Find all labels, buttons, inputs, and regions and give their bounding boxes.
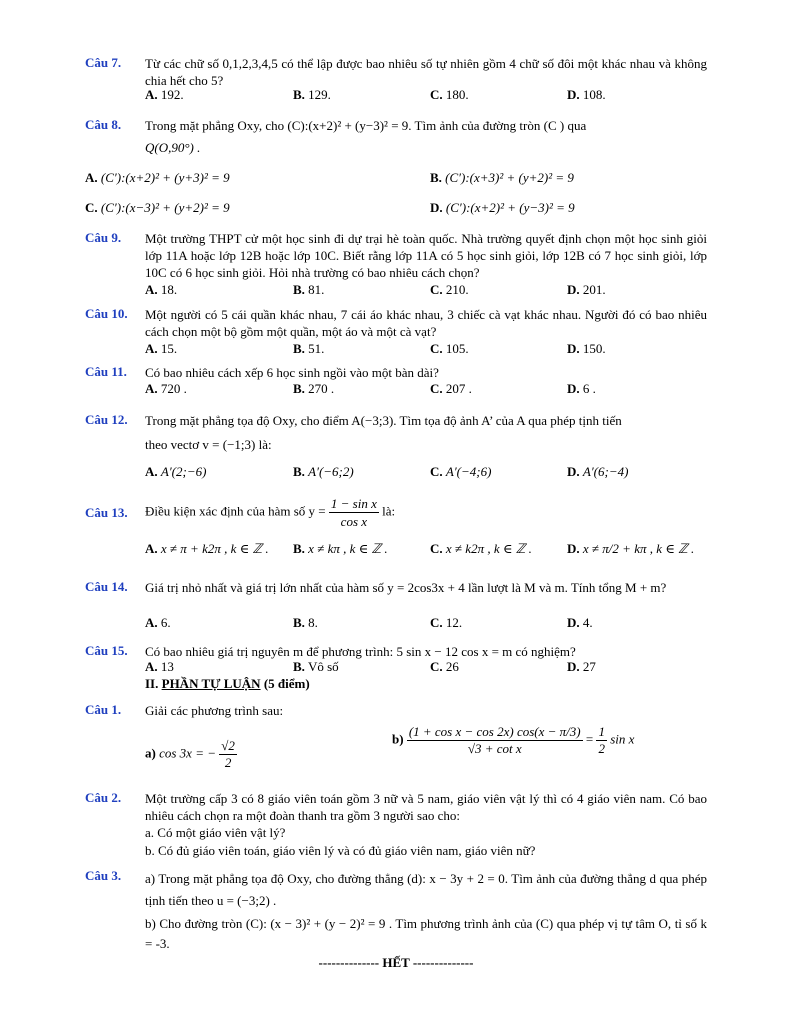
question-text: Từ các chữ số 0,1,2,3,4,5 có thể lập được bao nhiêu số tự nhiên gồm 4 chữ số đôi một khác nhau và không chia hết cho 5? — [145, 56, 707, 88]
option-b[interactable]: B. 81. — [293, 282, 325, 297]
question-text: Có bao nhiêu cách xếp 6 học sinh ngồi vào một bàn dài? — [145, 365, 439, 380]
question-text: Giải các phương trình sau: — [145, 703, 284, 718]
option-c[interactable]: C. 26 — [430, 659, 459, 674]
option-b[interactable]: B. 51. — [293, 341, 325, 356]
question-text: a) Trong mặt phẳng tọa độ Oxy, cho đường thẳng (d): x − 3y + 2 = 0. Tìm ảnh của đường thẳng d qua phép tịnh tiến theo u = (−3;2) . — [145, 871, 707, 908]
option-d[interactable]: D. 150. — [567, 341, 606, 356]
question-text: Một người có 5 cái quần khác nhau, 7 cái áo khác nhau, 3 chiếc cà vạt khác nhau. Người đó có bao nhiêu cách chọn một bộ gồm một quần, một áo và một cà vạt? — [145, 307, 707, 339]
option-d[interactable]: D. (C′):(x+2)² + (y−3)² = 9 — [430, 200, 575, 215]
question-label: Câu 1. — [85, 702, 122, 717]
question-label: Câu 8. — [85, 117, 122, 132]
question-label: Câu 10. — [85, 306, 128, 321]
option-d[interactable]: D. A′(6;−4) — [567, 464, 629, 479]
question-label: Câu 11. — [85, 364, 127, 379]
end-marker: -------------- HẾT -------------- — [318, 955, 474, 970]
options-row — [145, 541, 707, 558]
options-row — [145, 87, 707, 104]
option-a[interactable]: A. (C′):(x+2)² + (y+3)² = 9 — [85, 170, 230, 185]
option-b[interactable]: B. A′(−6;2) — [293, 464, 354, 479]
options-row — [145, 615, 707, 632]
option-c[interactable]: C. 210. — [430, 282, 469, 297]
question-text: Một trường THPT cử một học sinh đi dự trại hè toàn quốc. Nhà trường quyết định chọn một học sinh giỏi lớp 11A hoặc lớp 12B hoặc lớp 10C. Biết rằng lớp 11A có 5 học sinh giỏi, lớp 12B có 7 học sinh giỏi, lớp 10C có 6 học sinh giỏi. Hỏi nhà trường có bao nhiêu cách chọn? — [145, 231, 707, 280]
option-a[interactable]: A. A′(2;−6) — [145, 464, 207, 479]
option-d[interactable]: D. 27 — [567, 659, 596, 674]
question-label: Câu 3. — [85, 868, 122, 883]
option-b[interactable]: B. Vô số — [293, 659, 339, 674]
option-b[interactable]: B. 129. — [293, 87, 331, 102]
fraction: $\frac{\text{1 − sin x}}{\text{cos x}}$ — [330, 496, 377, 529]
question-text: Điều kiện xác định của hàm số y = $\frac{\text{1 − sin x}}{\text{cos x}}$ là: — [145, 496, 396, 529]
option-d[interactable]: D. x ≠ π/2 + kπ , k ∈ ℤ . — [567, 541, 695, 556]
sub-question-b: b) Cho đường tròn (C): (x − 3)² + (y − 2)² = 9 . Tìm phương trình ảnh của (C) qua phép vị tự tâm O, tỉ số k = -3. — [145, 916, 707, 951]
option-a[interactable]: A. 18. — [145, 282, 178, 297]
option-c[interactable]: C. A′(−4;6) — [430, 464, 492, 479]
question-text: Trong mặt phẳng Oxy, cho (C):(x+2)² + (y−3)² = 9. Tìm ảnh của đường tròn (C ) qua — [145, 118, 587, 133]
option-c[interactable]: C. 180. — [430, 87, 469, 102]
options-row — [145, 282, 707, 299]
option-a[interactable]: A. 6. — [145, 615, 171, 630]
option-a[interactable]: A. 13 — [145, 659, 174, 674]
options-row — [85, 170, 707, 187]
option-d[interactable]: D. 4. — [567, 615, 593, 630]
question-label: Câu 14. — [85, 579, 128, 594]
fraction: $\frac{√2}{2}$ — [221, 738, 235, 770]
question-label: Câu 12. — [85, 412, 128, 427]
question-label: Câu 7. — [85, 55, 122, 70]
option-c[interactable]: C. (C′):(x−3)² + (y+2)² = 9 — [85, 200, 230, 215]
option-c[interactable]: C. x ≠ k2π , k ∈ ℤ . — [430, 541, 532, 556]
option-b[interactable]: B. 8. — [293, 615, 318, 630]
question-label: Câu 13. — [85, 505, 128, 520]
option-a[interactable]: A. 720 . — [145, 381, 187, 396]
option-d[interactable]: D. 108. — [567, 87, 606, 102]
section-heading: II. PHẦN TỰ LUẬN (5 điểm) — [145, 676, 310, 691]
option-d[interactable]: D. 201. — [567, 282, 606, 297]
option-b[interactable]: B. 270 . — [293, 381, 335, 396]
options-row — [145, 464, 707, 481]
option-a[interactable]: A. 15. — [145, 341, 178, 356]
question-label: Câu 2. — [85, 790, 122, 805]
option-c[interactable]: C. 12. — [430, 615, 463, 630]
option-c[interactable]: C. 105. — [430, 341, 469, 356]
question-label: Câu 9. — [85, 230, 122, 245]
options-row — [145, 381, 707, 398]
option-b[interactable]: B. (C′):(x+3)² + (y+2)² = 9 — [430, 170, 574, 185]
question-text-cont: Q(O,90°) . — [145, 140, 201, 155]
option-c[interactable]: C. 207 . — [430, 381, 472, 396]
option-a[interactable]: A. x ≠ π + k2π , k ∈ ℤ . — [145, 541, 269, 556]
option-d[interactable]: D. 6 . — [567, 381, 596, 396]
options-row — [85, 200, 707, 217]
question-text: Giá trị nhỏ nhất và giá trị lớn nhất của hàm số y = 2cos3x + 4 lần lượt là M và m. Tính tổng M + m? — [145, 580, 667, 595]
sub-question-b: b. Có đủ giáo viên toán, giáo viên lý và có đủ giáo viên nam, giáo viên nữ? — [145, 843, 536, 858]
option-b[interactable]: B. x ≠ kπ , k ∈ ℤ . — [293, 541, 388, 556]
option-a[interactable]: A. 192. — [145, 87, 184, 102]
fraction: $\frac{\text{(1 + cos x − cos 2x) cos(x − π/3)}}{\text{√3 + cot x}}$ — [408, 724, 581, 756]
options-row — [145, 341, 707, 358]
sub-question-a: a. Có một giáo viên vật lý? — [145, 825, 286, 840]
question-text: Có bao nhiêu giá trị nguyên m để phương trình: 5 sin x − 12 cos x = m có nghiệm? — [145, 644, 576, 659]
question-text-cont: theo vectơ v = (−1;3) là: — [145, 437, 272, 452]
question-label: Câu 15. — [85, 643, 128, 658]
options-row — [145, 659, 707, 676]
fraction: $\frac{1}{2}$ — [598, 724, 605, 756]
equation-a: a) cos 3x = − $\frac{√2}{2}$ — [145, 738, 235, 770]
equation-b: b) $\frac{\text{(1 + cos x − cos 2x) cos(x − π/3)}}{\text{√3 + cot x}}$ = $\frac{1}{2}$ sin x — [392, 724, 635, 756]
question-text: Trong mặt phẳng tọa độ Oxy, cho điểm A(−3;3). Tìm tọa độ ảnh A’ của A qua phép tịnh tiến — [145, 413, 622, 428]
question-text: Một trường cấp 3 có 8 giáo viên toán gồm 3 nữ và 5 nam, giáo viên vật lý thì có 4 giáo viên nam. Có bao nhiêu cách chọn ra một đoàn thanh tra gồm 3 người sao cho: — [145, 791, 707, 823]
